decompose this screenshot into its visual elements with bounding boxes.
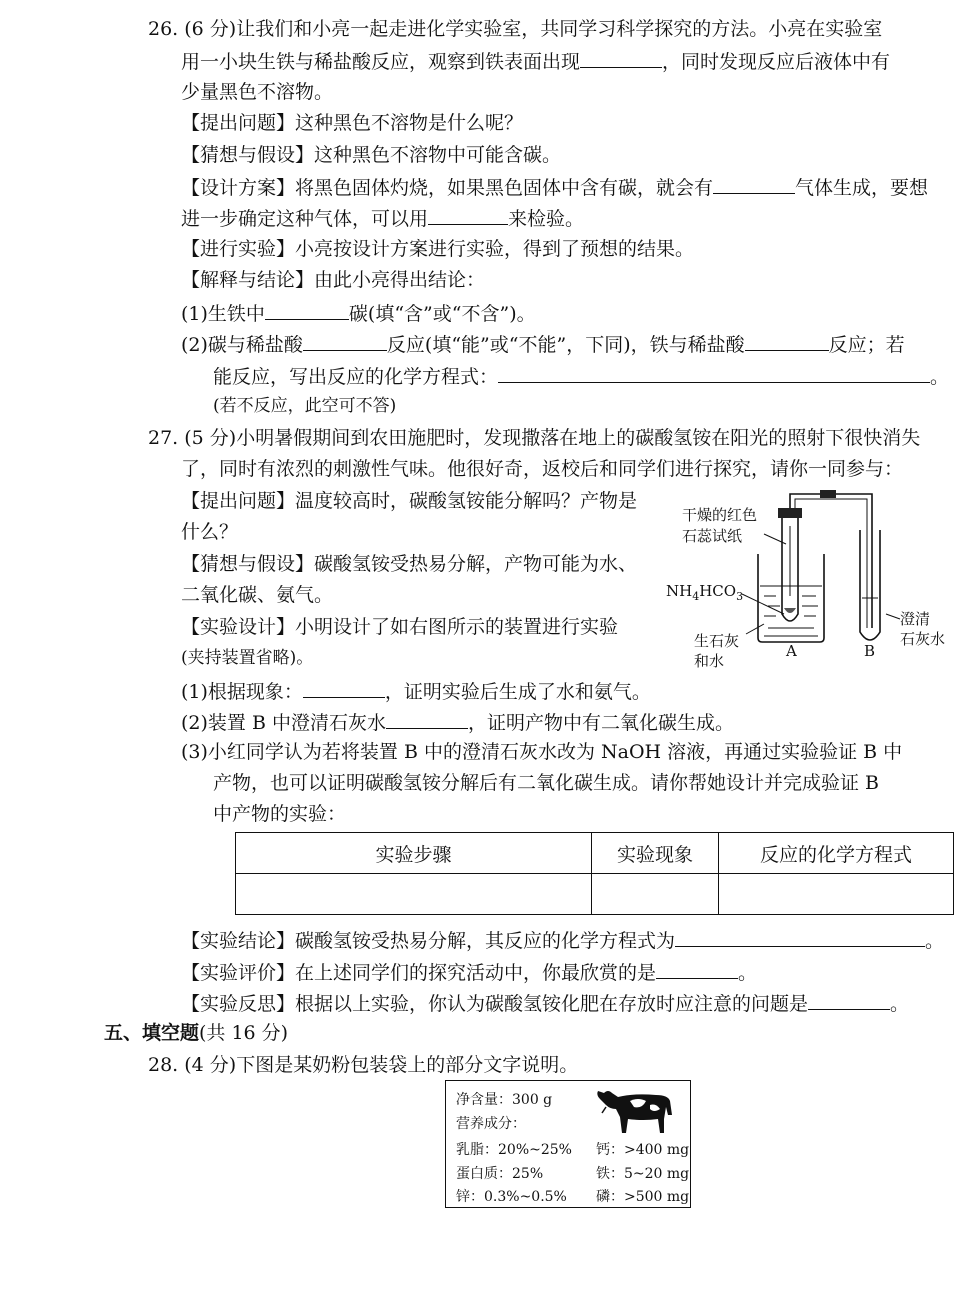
q27-line2: 了，同时有浓烈的刺激性气味。他很好奇，返校后和同学们进行探究，请你一同参与：	[181, 458, 904, 480]
label-apparatus-a: A	[786, 642, 797, 660]
answer-blank-q26-1[interactable]	[580, 47, 662, 68]
table-header-equation: 反应的化学方程式	[719, 833, 954, 874]
leader-line-limewater	[886, 614, 900, 619]
q27-reflection: 【实验反思】根据以上实验，你认为碳酸氢铵化肥在存放时应注意的问题是 。	[181, 989, 909, 1017]
table-cell-phenomena[interactable]	[592, 874, 719, 915]
section-5-heading: 五、填空题(共 16 分)	[104, 1022, 289, 1044]
test-tube-b	[860, 530, 880, 640]
table-header-row	[236, 833, 954, 874]
delivery-tube-inner	[795, 499, 867, 628]
q26-hypothesis: 【猜想与假设】这种黑色不溶物中可能含碳。	[181, 144, 562, 166]
stopper-a	[778, 508, 802, 518]
leader-line-lime	[746, 624, 764, 634]
label-litmus-paper-1: 干燥的红色	[682, 506, 758, 524]
label-apparatus-b: B	[864, 642, 876, 660]
q26-design: 【设计方案】将黑色固体灼烧，如果黑色固体中含有碳，就会有 气体生成，要想	[181, 173, 928, 201]
q26-line1: 26. (6 分)让我们和小亮一起走进化学实验室，共同学习科学探究的方法。小亮在实验室	[148, 18, 883, 40]
answer-blank-q27-1[interactable]	[303, 677, 385, 698]
label-phosphorus: 磷：>500 mg	[596, 1189, 690, 1205]
q27-design-b: (夹持装置省略)。	[181, 648, 314, 668]
q26-line2: 用一小块生铁与稀盐酸反应，观察到铁表面出现 ，同时发现反应后液体中有	[181, 47, 890, 75]
q26-experiment: 【进行实验】小亮按设计方案进行实验，得到了预想的结果。	[181, 238, 695, 260]
answer-blank-q27-equation[interactable]	[675, 926, 925, 947]
q27-step3-line2: 产物，也可以证明碳酸氢铵分解后有二氧化碳生成。请你帮她设计并完成验证 B	[213, 772, 880, 794]
reagent-solid	[784, 608, 796, 613]
q26-question: 【提出问题】这种黑色不溶物是什么呢？	[181, 112, 524, 134]
q27-line1: 27. (5 分)小明暑假期间到农田施肥时，发现撒落在地上的碳酸氢铵在阳光的照射下很快消失	[148, 427, 921, 449]
q27-step2: (2)装置 B 中澄清石灰水 ，证明产物中有二氧化碳生成。	[181, 708, 734, 736]
q28-line1: 28. (4 分)下图是某奶粉包装袋上的部分文字说明。	[148, 1054, 579, 1076]
experiment-table	[235, 832, 954, 915]
table-header-phenomena: 实验现象	[592, 833, 719, 874]
answer-blank-q27-reflect[interactable]	[808, 989, 890, 1010]
q26-conclusion-2: (2)碳与稀盐酸 反应(填“能”或“不能”，下同)，铁与稀盐酸 反应；若	[181, 330, 905, 358]
q26-design-cont: 进一步确定这种气体，可以用 来检验。	[181, 204, 584, 232]
experiment-apparatus-figure	[664, 486, 958, 676]
label-net-content: 净含量：300 g	[456, 1092, 553, 1108]
q27-question-b: 什么？	[181, 521, 239, 543]
q27-hypothesis-a: 【猜想与假设】碳酸氢铵受热易分解，产物可能为水、	[181, 553, 638, 575]
q26-line3: 少量黑色不溶物。	[181, 81, 334, 103]
beaker	[758, 554, 824, 642]
table-header-steps: 实验步骤	[236, 833, 592, 874]
answer-blank-q26-equation[interactable]	[498, 362, 930, 383]
table-row	[236, 874, 954, 915]
q27-evaluation: 【实验评价】在上述同学们的探究活动中，你最欣赏的是 。	[181, 958, 757, 986]
milk-powder-label	[445, 1080, 691, 1208]
label-limewater-1: 澄清	[900, 610, 931, 628]
q27-step3-line3: 中产物的实验：	[213, 803, 347, 825]
label-quicklime-2: 和水	[694, 652, 725, 670]
cow-icon	[594, 1085, 678, 1137]
label-iron: 铁：5~20 mg	[596, 1166, 690, 1182]
q26-conclusion: 【解释与结论】由此小亮得出结论：	[181, 269, 486, 291]
label-litmus-paper-2: 石蕊试纸	[682, 527, 743, 545]
label-nutrition-heading: 营养成分：	[456, 1116, 526, 1132]
q26-equation-line: 能反应，写出反应的化学方程式： 。	[213, 362, 949, 390]
label-zinc: 锌：0.3%~0.5%	[456, 1189, 567, 1205]
q27-step1: (1)根据现象： ，证明实验后生成了水和氨气。	[181, 677, 651, 705]
label-protein: 蛋白质：25%	[456, 1166, 544, 1182]
table-cell-steps[interactable]	[236, 874, 592, 915]
answer-blank-q26-5[interactable]	[303, 330, 387, 351]
answer-blank-q27-2[interactable]	[386, 708, 468, 729]
beaker-liquid-hatching	[764, 596, 818, 636]
q27-question-a: 【提出问题】温度较高时，碳酸氢铵能分解吗？产物是	[181, 490, 638, 512]
q26-note: (若不反应，此空可不答)	[213, 396, 397, 416]
label-calcium: 钙：>400 mg	[596, 1142, 690, 1158]
table-cell-equation[interactable]	[719, 874, 954, 915]
label-limewater-2: 石灰水	[900, 630, 946, 648]
answer-blank-q26-3[interactable]	[428, 204, 508, 225]
answer-blank-q27-eval[interactable]	[656, 958, 738, 979]
answer-blank-q26-4[interactable]	[265, 299, 349, 320]
label-fat: 乳脂：20%~25%	[456, 1142, 572, 1158]
q27-conclusion: 【实验结论】碳酸氢铵受热易分解，其反应的化学方程式为 。	[181, 926, 944, 954]
leader-line-reagent	[742, 594, 784, 614]
q27-design-a: 【实验设计】小明设计了如右图所示的装置进行实验	[181, 616, 619, 638]
tube-connector	[820, 490, 836, 498]
answer-blank-q26-2[interactable]	[713, 173, 795, 194]
q26-conclusion-1: (1)生铁中 碳(填“含”或“不含”)。	[181, 299, 536, 327]
label-quicklime-1: 生石灰	[694, 632, 740, 650]
label-reagent: $NH_4HCO_3$	[666, 582, 744, 603]
q27-step3-line1: (3)小红同学认为若将装置 B 中的澄清石灰水改为 NaOH 溶液，再通过实验验证 B 中	[181, 741, 903, 763]
answer-blank-q26-6[interactable]	[745, 330, 829, 351]
q27-hypothesis-b: 二氧化碳、氨气。	[181, 584, 334, 606]
